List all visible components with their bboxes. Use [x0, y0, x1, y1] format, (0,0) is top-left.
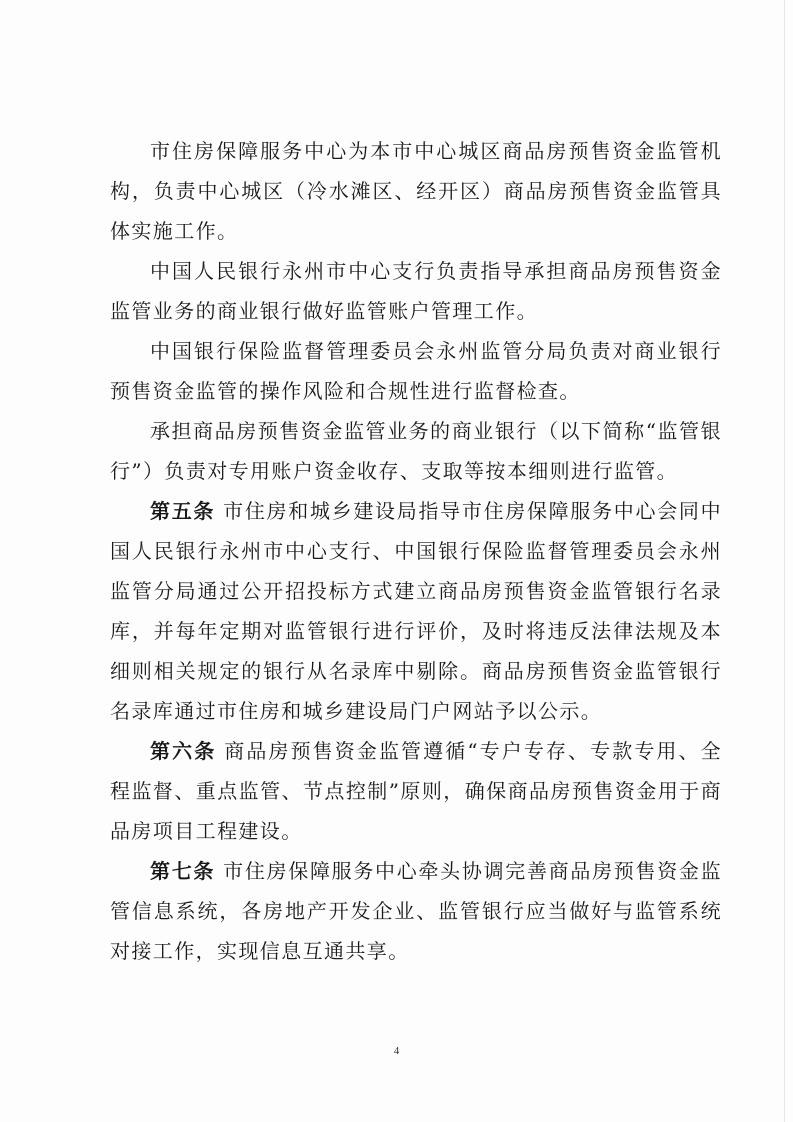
article-5 [110, 491, 722, 731]
paragraph-text: 市住房保障服务中心牵头协调完善商品房预售资金监管信息系统，各房地产开发企业、监管银行应当做好与监管系统对接工作，实现信息互通共享。 [110, 859, 723, 963]
paragraph-central-bank [110, 251, 722, 331]
document-body [110, 131, 722, 971]
paragraph-text: 承担商品房预售资金监管业务的商业银行（以下简称“监管银行”）负责对专用账户资金收存、支取等按本细则进行监管。 [110, 419, 722, 483]
paragraph-text: 中国人民银行永州市中心支行负责指导承担商品房预售资金监管业务的商业银行做好监管账户管理工作。 [110, 259, 722, 323]
article-heading: 第七条 [150, 859, 216, 883]
paragraph-supervising-bank [110, 411, 722, 491]
paragraph-text: 中国银行保险监督管理委员会永州监管分局负责对商业银行预售资金监管的操作风险和合规性进行监督检查。 [110, 339, 722, 403]
paragraph-supervision-agency [110, 131, 722, 251]
paragraph-text: 市住房和城乡建设局指导市住房保障服务中心会同中国人民银行永州市中心支行、中国银行保险监督管理委员会永州监管分局通过公开招投标方式建立商品房预售资金监管银行名录库，并每年定期对监管银行进行评价，及时将违反法律法规及本细则相关规定的银行从名录库中剔除。商品房预售资金监管银行名录库通过市住房和城乡建设局门户网站予以公示。 [110, 499, 723, 723]
article-heading: 第六条 [150, 739, 217, 763]
page-edge [784, 0, 785, 1122]
paragraph-text: 商品房预售资金监管遵循“专户专存、专款专用、全程监督、重点监管、节点控制”原则，确保商品房预售资金用于商品房项目工程建设。 [110, 739, 722, 843]
article-6 [110, 731, 722, 851]
paragraph-regulatory-commission [110, 331, 722, 411]
paragraph-text: 市住房保障服务中心为本市中心城区商品房预售资金监管机构，负责中心城区（冷水滩区、经开区）商品房预售资金监管具体实施工作。 [110, 139, 722, 243]
article-heading: 第五条 [150, 499, 216, 523]
article-7 [110, 851, 722, 971]
page-number: 4 [393, 1045, 400, 1057]
